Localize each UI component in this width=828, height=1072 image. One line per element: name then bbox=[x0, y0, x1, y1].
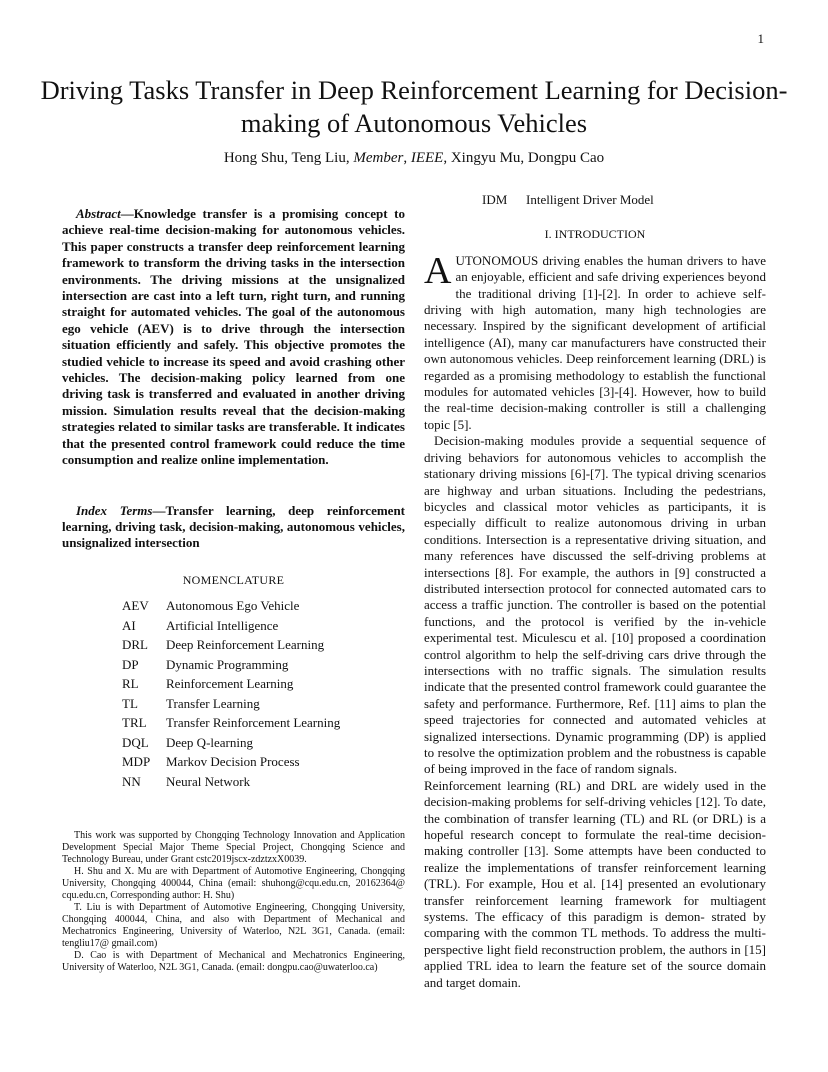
nomenclature-row bbox=[122, 618, 405, 638]
nomenclature-def: Dynamic Programming bbox=[166, 656, 289, 672]
nomenclature-abbr: AEV bbox=[122, 598, 149, 614]
nomenclature-row bbox=[122, 637, 405, 657]
paper-title: Driving Tasks Transfer in Deep Reinforcement Learning for Decision-making of Autonomous Vehicles bbox=[40, 75, 788, 138]
nomenclature-row bbox=[122, 676, 405, 696]
footnotes bbox=[62, 830, 405, 974]
index-terms-lead: Index Terms bbox=[76, 502, 153, 518]
abstract-lead: Abstract bbox=[76, 206, 121, 221]
nomenclature-row bbox=[122, 754, 405, 774]
nomenclature-abbr: TL bbox=[122, 695, 138, 711]
author-list: Hong Shu, Teng Liu, Member, IEEE, Xingyu Mu, Dongpu Cao bbox=[223, 150, 605, 166]
nomenclature-abbr: DP bbox=[122, 656, 139, 672]
intro-paragraph-2: Decision-making modules provide a sequential sequence of driving behaviors for autonomous vehicles to accomplish the stationary driving missions [6]-[7]. The typical driving scenarios are highway and urban situations. Including the pedestrians, bicycles and classical motor vehicles as participants, it is especially difficult to realize autonomous driving in urban conditions. Intersection is a representative driving situation, and many references have discussed the self-driving problems at intersections [8]. For example, the authors in [9] constructed a distributed intersection protocol for connected automated cars to access a traffic junction. The controller is based on the potential functions, and the protocol is verified by the in-vehicle experimental test. Miculescu et al. [10] proposed a coordination control algorithm to help the self-driving cars drive through the intersections with no traffic signals. The simulation results indicate that the presented control framework could guarantee the safety and performance. Furthermore, Ref. [11] aims to plan the speed trajectories for connected and automated vehicles at signalized intersections. Dynamic programming (DP) is applied to resolve the optimization problem and the robustness is capable of being improved in the face of random signals. bbox=[424, 433, 766, 777]
footnote-funding: This work was supported by Chongqing Technology Innovation and Application Development Special Major Theme Special Project, Chongqing Science and Technology Bureau, under Grant cstc2019jscx-zdztzxX0039. bbox=[62, 830, 405, 865]
nomenclature-row bbox=[122, 735, 405, 755]
nomenclature-abbr: MDP bbox=[122, 754, 151, 770]
nomenclature-row bbox=[122, 657, 405, 677]
footnote-author-shu-mu: H. Shu and X. Mu are with Department of Automotive Engineering, Chongqing University, Chongqing 400044, China (email: shuhong@cqu.edu.cn, 20162364@ cqu.edu.cn, Corresponding author: H. Shu) bbox=[62, 866, 405, 901]
abstract bbox=[62, 206, 405, 469]
nomenclature-row bbox=[122, 598, 405, 618]
nomenclature-heading: NOMENCLATURE bbox=[182, 572, 285, 587]
nomenclature-row bbox=[122, 715, 405, 735]
nomenclature-def: Autonomous Ego Vehicle bbox=[166, 598, 300, 614]
intro-paragraph-3: Reinforcement learning (RL) and DRL are widely used in the decision-making problems for self-driving vehicles [12]. To date, the combination of transfer learning (TL) and RL (or DRL) is a hopeful research concept to formulate the real-time decision-making controller [13]. Some attempts have been conducted to realize the implementations of transfer reinforcement learning (TRL). For example, Hou et al. [14] presented an evolutionary transfer reinforcement learning framework for multiagent systems. The efficacy of this paradigm is demon- strated by comparing with the common TL methods. To address the multi-perspective light field reconstruction problem, the authors in [15] applied TRL idea to learn the feature set of the source domain and target domain. bbox=[424, 777, 766, 990]
nomenclature-abbr: IDM bbox=[482, 192, 508, 207]
page-number: 1 bbox=[757, 31, 764, 46]
nomenclature-row bbox=[122, 774, 405, 794]
intro-paragraph-1 bbox=[424, 249, 766, 433]
abstract-text: —Knowledge transfer is a promising concept to achieve real-time decision-making for autonomous vehicles. This paper constructs a transfer deep reinforcement learning framework to transform the driving tasks in the intersection environments. The driving missions at the unsignalized intersection are cast into a left turn, right turn, and running straight for automated vehicles. The goal of the autonomous ego vehicle (AEV) is to drive through the intersection situation efficiently and safely. This objective promotes the studied vehicle to increase its speed and avoid crashing other vehicles. The decision-making policy learned from one driving task is transferred and evaluated in another driving mission. Simulation results reveal that the decision-making strategies related to similar tasks are transferable. It indicates that the presented control framework could reduce the time consumption and realize online implementation. bbox=[62, 206, 405, 468]
nomenclature-list bbox=[122, 598, 405, 793]
nomenclature-row-continued bbox=[482, 192, 766, 208]
nomenclature-abbr: NN bbox=[122, 773, 141, 789]
section-heading-introduction: I. INTRODUCTION bbox=[544, 227, 646, 242]
nomenclature-def: Transfer Reinforcement Learning bbox=[166, 715, 341, 731]
footnote-author-liu: T. Liu is with Department of Automotive Engineering, Chongqing University, Chongqing 400044, China, and also with Department of Mechanical and Mechatronics Engineering, University of Waterloo, N2L 3G1, Canada. (email: tengliu17@ gmail.com) bbox=[62, 902, 405, 949]
nomenclature-abbr: DRL bbox=[122, 637, 148, 653]
nomenclature-def: Deep Reinforcement Learning bbox=[166, 637, 325, 653]
footnote-author-cao: D. Cao is with Department of Mechanical and Mechatronics Engineering, University of Waterloo, N2L 3G1, Canada. (email: dongpu.cao@uwaterloo.ca) bbox=[62, 950, 405, 973]
nomenclature-def: Deep Q-learning bbox=[166, 734, 253, 750]
nomenclature-abbr: RL bbox=[122, 676, 139, 692]
nomenclature-def: Markov Decision Process bbox=[166, 754, 300, 770]
nomenclature-def: Artificial Intelligence bbox=[166, 617, 279, 633]
nomenclature-abbr: DQL bbox=[122, 734, 149, 750]
drop-cap: A bbox=[424, 249, 452, 292]
right-column bbox=[424, 192, 766, 1072]
nomenclature-abbr: TRL bbox=[122, 715, 147, 731]
nomenclature-def: Transfer Learning bbox=[166, 695, 260, 711]
intro-paragraph-1-text: UTONOMOUS driving enables the human drivers to have an enjoyable, efficient and safe driving experiences beyond the traditional driving [1]-[2]. In order to achieve self-driving with high automation, many high technologies are necessary. Inspired by the significant development of artificial intelligence (AI), many car manufacturers have constructed their own autonomous vehicles. Deep reinforcement learning (DRL) is regarded as a promising methodology to establish the functional modules for automated vehicles [3]-[4]. However, how to build the real-time decision-making controller is still a challenging topic [5]. bbox=[424, 252, 766, 432]
nomenclature-abbr: AI bbox=[122, 617, 136, 633]
nomenclature-row bbox=[122, 696, 405, 716]
index-terms bbox=[62, 503, 405, 552]
index-terms-text: —Transfer learning, deep reinforcement learning, driving task, decision-making, autonomous vehicles, unsignalized intersection bbox=[62, 502, 405, 551]
nomenclature-def: Reinforcement Learning bbox=[166, 676, 294, 692]
nomenclature-def: Intelligent Driver Model bbox=[526, 192, 654, 207]
nomenclature-def: Neural Network bbox=[166, 773, 251, 789]
